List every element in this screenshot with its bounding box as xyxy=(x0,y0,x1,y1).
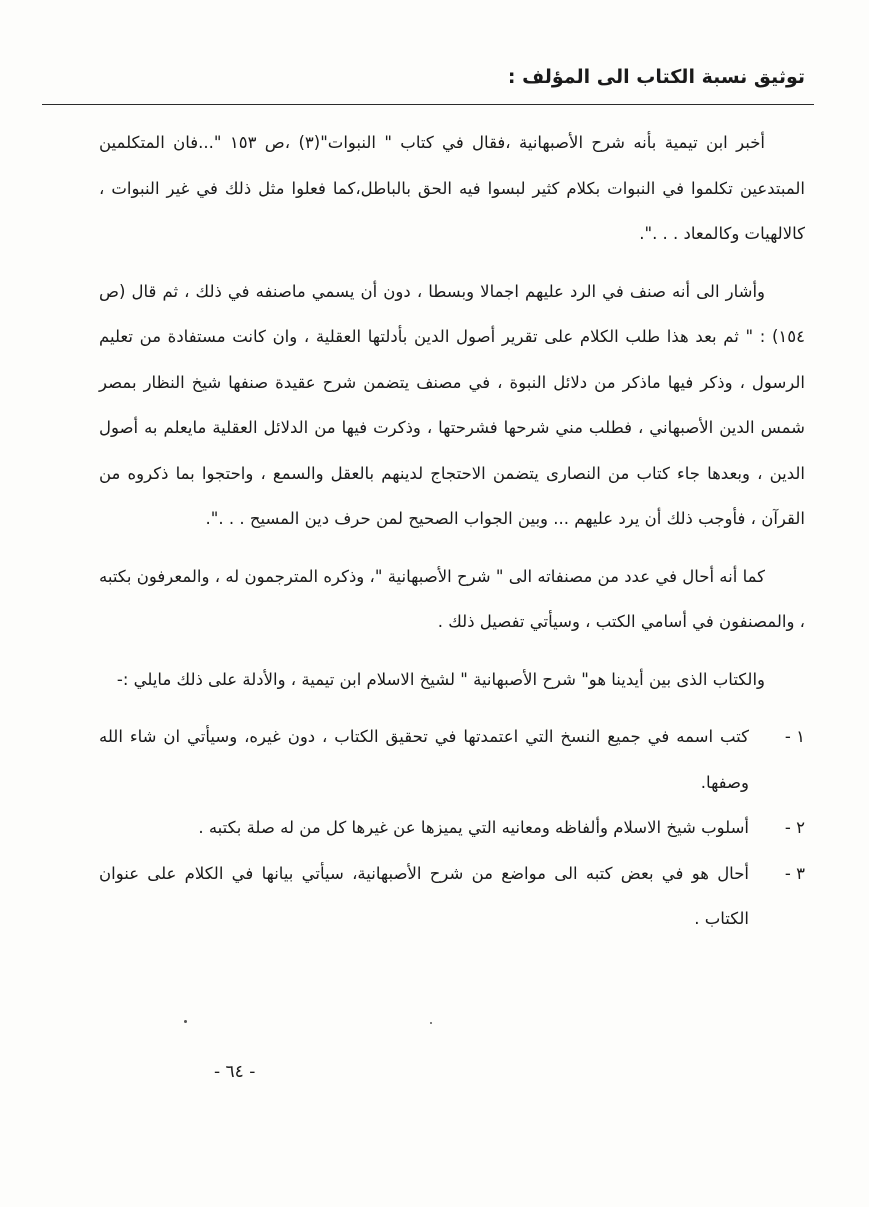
list-item-number: ١ - xyxy=(784,727,805,746)
list-item xyxy=(99,805,805,851)
heading-underline xyxy=(42,104,814,105)
list-item-number: ٢ - xyxy=(784,818,805,837)
list-item xyxy=(99,714,805,805)
list-item-text: كتب اسمه في جميع النسخ التي اعتمدتها في تحقيق الكتاب ، دون غيره، وسيأتي ان شاء الله وصفها. xyxy=(99,727,749,792)
list-item-text: أحال هو في بعض كتبه الى مواضع من شرح الأصبهانية، سيأتي بيانها في الكلام على عنوان الكتاب . xyxy=(99,863,749,928)
list-item-number: ٣ - xyxy=(784,863,805,883)
paragraph-2: وأشار الى أنه صنف في الرد عليهم اجمالا وبسطا ، دون أن يسمي ماصنفه في ذلك ، ثم قال (ص ١٥٤) : " ثم بعد هذا طلب الكلام على تقرير أصول الدين بأدلتها العقلية ، وان كانت مستفادة من تعليم الرسول ، وذكر فيها ماذكر من دلائل النبوة ، في مصنف يتضمن شرح عقيدة صنفها شيخ النظار بمصر شمس الدين الأصبهاني ، فطلب مني شرحها فشرحتها ، وذكرت فيها من الدلائل العقلية مايعلم به أصول الدين ، وبعدها جاء كتاب من النصارى يتضمن الاحتجاج لدينهم بالعقل والسمع ، واحتجوا بما ذكروه من القرآن ، فأوجب ذلك أن يرد عليهم ... وبين الجواب الصحيح لمن حرف دين المسيح . . .". xyxy=(99,281,805,528)
paragraph-3: كما أنه أحال في عدد من مصنفاته الى " شرح الأصبهانية "، وذكره المترجمون له ، والمعرفون بكتبه ، والمصنفون في أسامي الكتب ، وسيأتي تفصيل ذلك . xyxy=(99,566,805,631)
body-text xyxy=(99,120,805,942)
list-item-text: أسلوب شيخ الاسلام وألفاظه ومعانيه التي يميزها عن غيرها كل من له صلة بكتبه . xyxy=(198,818,749,837)
scan-speck xyxy=(430,1022,432,1024)
section-heading: توثيق نسبة الكتاب الى المؤلف : xyxy=(507,66,805,88)
page-number: - ٦٤ - xyxy=(214,1062,256,1082)
scan-speck xyxy=(184,1020,187,1023)
evidence-list xyxy=(99,714,805,942)
paragraph-4: والكتاب الذى بين أيدينا هو" شرح الأصبهانية " لشيخ الاسلام ابن تيمية ، والأدلة على ذلك مايلي :- xyxy=(116,669,765,689)
paragraph-1: أخبر ابن تيمية بأنه شرح الأصبهانية ،فقال في كتاب " النبوات"(٣) ،ص ١٥٣ "...فان المتكلمين المبتدعين تكلموا في النبوات بكلام كثير لبسوا فيه الحق بالباطل،كما فعلوا مثل ذلك في غير النبوات ، كالالهيات وكالمعاد . . .". xyxy=(99,133,805,243)
list-item xyxy=(99,851,805,942)
